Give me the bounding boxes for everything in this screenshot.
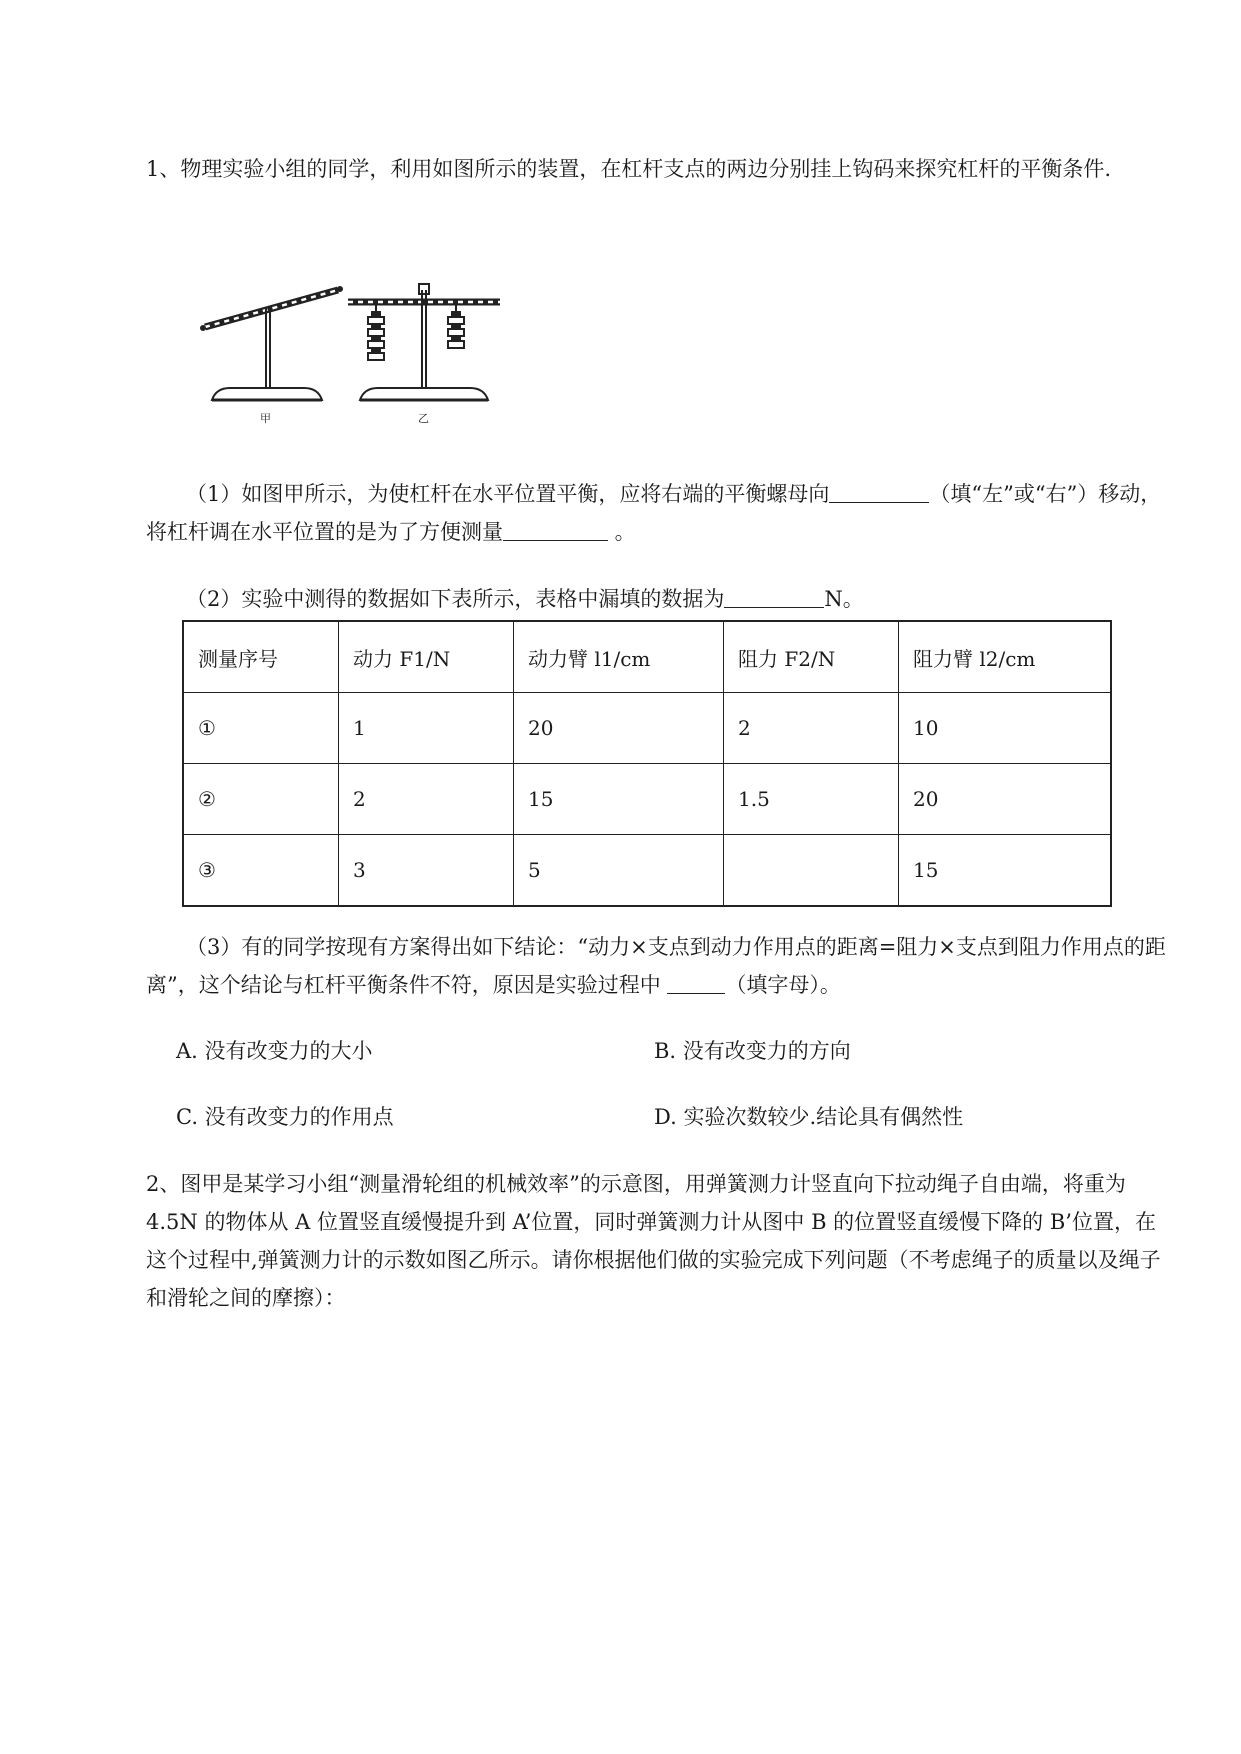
table-header-cell: 阻力臂 l2/cm	[899, 621, 1112, 693]
table-header-cell: 测量序号	[183, 621, 339, 693]
table-cell: 2	[339, 764, 514, 835]
table-cell: 5	[514, 835, 724, 907]
option-c[interactable]: C. 没有改变力的作用点	[176, 1105, 394, 1129]
table-header-cell: 阻力 F2/N	[724, 621, 899, 693]
q1-part2-text-b: N。	[824, 587, 864, 611]
q1-part1-text-a: （1）如图甲所示，为使杠杆在水平位置平衡，应将右端的平衡螺母向	[186, 482, 830, 506]
table-row	[183, 764, 1111, 835]
table-cell: 15	[514, 764, 724, 835]
q1-stem: 1、物理实验小组的同学，利用如图所示的装置，在杠杆支点的两边分别挂上钩码来探究杠杆的平衡条件.	[146, 157, 1112, 181]
table-cell: 1.5	[724, 764, 899, 835]
table-cell: ②	[183, 764, 339, 835]
option-d[interactable]: D. 实验次数较少.结论具有偶然性	[654, 1105, 964, 1129]
figure-label-yi: 乙	[418, 412, 429, 425]
q1-part2-blank[interactable]	[724, 583, 824, 608]
table-cell: 1	[339, 693, 514, 764]
table-header-row	[183, 621, 1111, 693]
table-cell: ①	[183, 693, 339, 764]
q2-stem: 2、图甲是某学习小组“测量滑轮组的机械效率”的示意图，用弹簧测力计竖直向下拉动绳子自由端，将重为 4.5N 的物体从 A 位置竖直缓慢提升到 A’位置，同时弹簧测力计从图中 B 的位置竖直缓慢下降的 B’位置，在这个过程中,弹簧测力计的示数如图乙所示。请你根据他们做的实验完成下列问题（不考虑绳子的质量以及绳子和滑轮之间的摩擦）：	[146, 1172, 1161, 1310]
table-cell: 2	[724, 693, 899, 764]
data-table	[182, 620, 1112, 907]
lever-figure-jia	[201, 287, 342, 400]
option-b[interactable]: B. 没有改变力的方向	[654, 1039, 851, 1063]
q1-part1-text-c: 。	[608, 520, 636, 544]
table-cell: 15	[899, 835, 1112, 907]
figure-label-jia: 甲	[260, 412, 271, 425]
table-row	[183, 835, 1111, 907]
q1-part1-blank-1[interactable]	[829, 478, 929, 503]
table-header-cell: 动力臂 l1/cm	[514, 621, 724, 693]
q1-part1	[146, 475, 1166, 551]
q1-part1-text-b: （填“左”或“右”）移动，将杠杆调在水平位置的是为了方便测量	[146, 482, 1162, 544]
table-header-cell: 动力 F1/N	[339, 621, 514, 693]
q1-part1-blank-2[interactable]	[503, 516, 608, 541]
q1-part2-text-a: （2）实验中测得的数据如下表所示，表格中漏填的数据为	[186, 587, 725, 611]
table-cell: ③	[183, 835, 339, 907]
table-cell: 20	[899, 764, 1112, 835]
table-cell: 20	[514, 693, 724, 764]
q1-part3-text-a: （3）有的同学按现有方案得出如下结论：“动力×支点到动力作用点的距离=阻力×支点到阻力作用点的距离”，这个结论与杠杆平衡条件不符，原因是实验过程中	[146, 935, 1166, 997]
q1-part3-text-b: （填字母）。	[725, 973, 841, 997]
table-row	[183, 693, 1111, 764]
table-cell: 10	[899, 693, 1112, 764]
q1-part2	[146, 580, 1166, 618]
option-a[interactable]: A. 没有改变力的大小	[176, 1039, 373, 1063]
lever-figure-yi	[348, 284, 500, 400]
table-cell-missing[interactable]	[724, 835, 899, 907]
table-cell: 3	[339, 835, 514, 907]
q1-part3-blank[interactable]	[667, 969, 725, 994]
lever-apparatus-figure	[200, 272, 500, 432]
q1-part3	[146, 928, 1166, 1004]
